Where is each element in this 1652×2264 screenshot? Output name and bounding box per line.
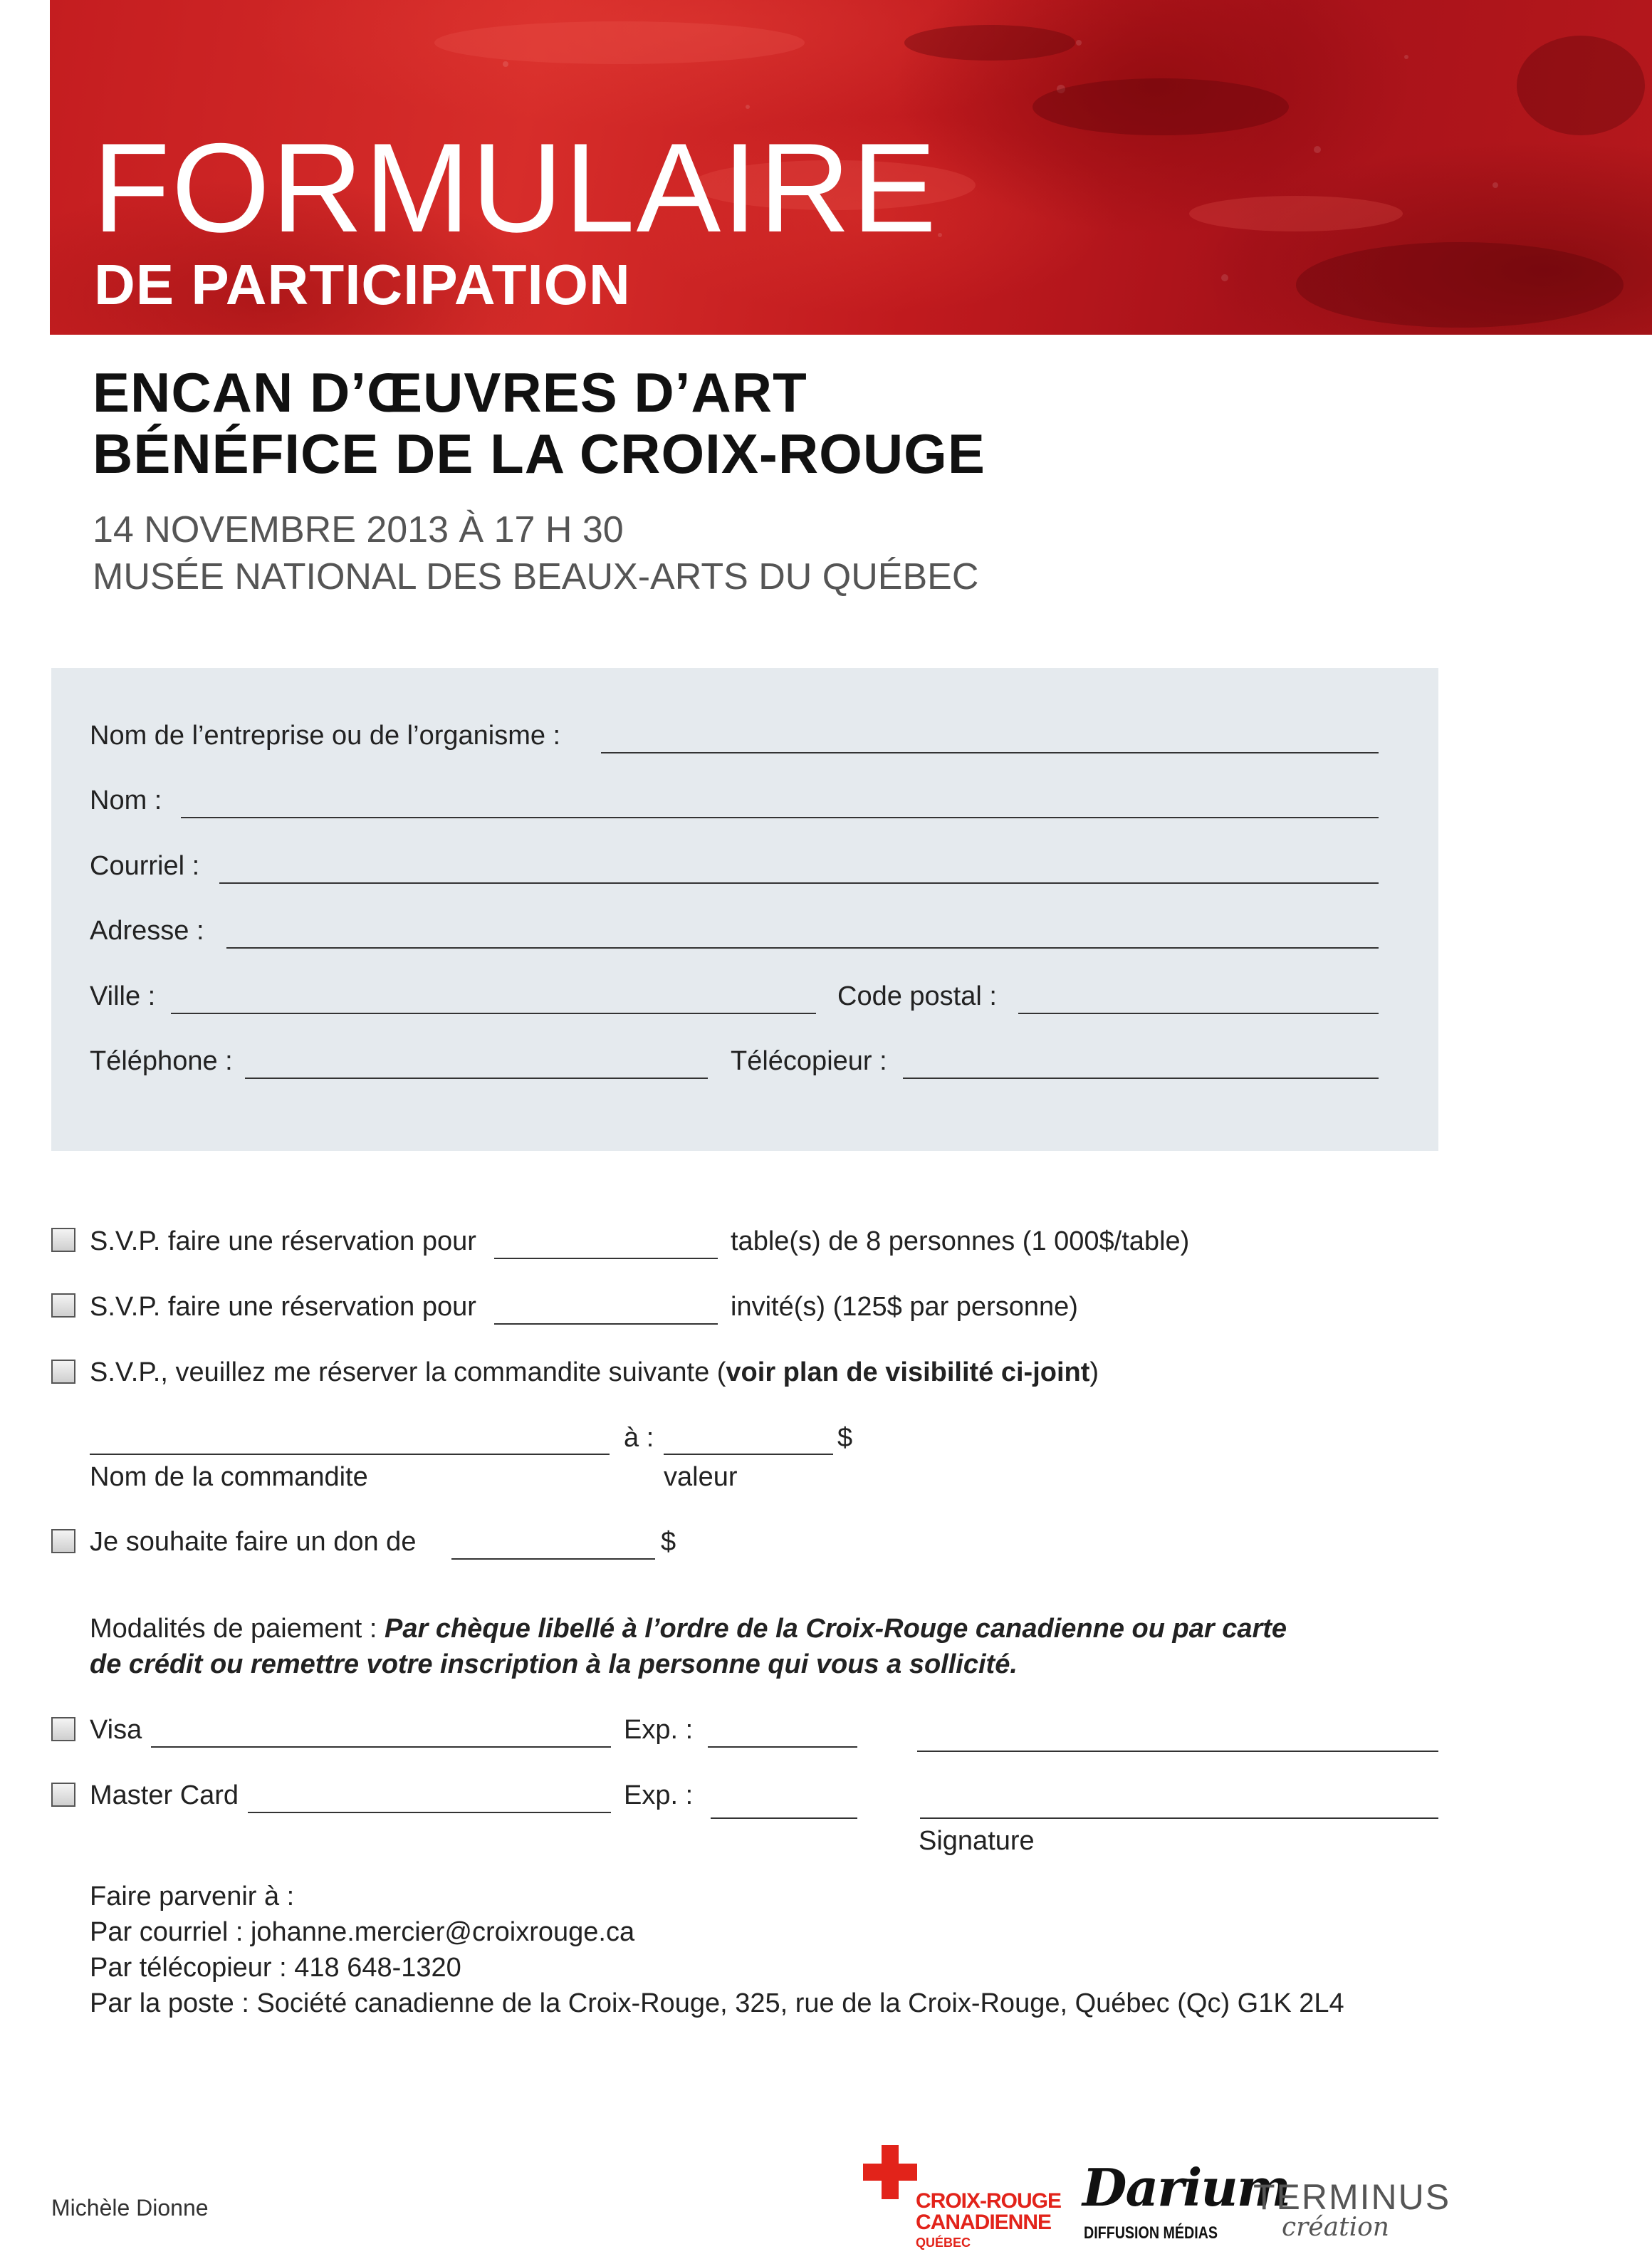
redcross-logo <box>863 2141 1062 2255</box>
sponsorship-value-caption: valeur <box>664 1462 738 1492</box>
sponsorship-text: S.V.P., veuillez me réserver la commandite suivante ( <box>90 1357 726 1387</box>
visa-label: Visa <box>90 1715 142 1745</box>
email-input[interactable] <box>219 857 1379 884</box>
guest-reservation-label: S.V.P. faire une réservation pour <box>90 1292 476 1322</box>
table-reservation-checkbox[interactable] <box>51 1228 75 1252</box>
name-label: Nom : <box>90 786 162 815</box>
sponsorship-text-end: ) <box>1089 1357 1099 1387</box>
send-email-line: Par courriel : johanne.mercier@croixrouge.ca <box>90 1917 635 1947</box>
fax-label: Télécopieur : <box>731 1046 887 1076</box>
table-count-input[interactable] <box>494 1232 718 1259</box>
designer-credit: Michèle Dionne <box>51 2195 209 2221</box>
visibility-plan-note: voir plan de visibilité ci-joint <box>726 1357 1090 1387</box>
city-input[interactable] <box>171 987 816 1014</box>
table-reservation-detail: table(s) de 8 personnes (1 000$/table) <box>731 1226 1190 1256</box>
terminus-logo <box>1253 2177 1451 2250</box>
event-title-line1: ENCAN D’ŒUVRES D’ART <box>93 361 807 424</box>
donation-amount-input[interactable] <box>451 1533 655 1560</box>
visa-signature-input[interactable] <box>917 1725 1438 1752</box>
visa-exp-input[interactable] <box>708 1721 857 1748</box>
signature-caption: Signature <box>919 1826 1035 1856</box>
guest-reservation-detail: invité(s) (125$ par personne) <box>731 1292 1078 1322</box>
terminus-logo-subtitle: création <box>1282 2213 1389 2242</box>
donation-checkbox[interactable] <box>51 1529 75 1553</box>
mastercard-card-number-input[interactable] <box>248 1786 611 1813</box>
email-label: Courriel : <box>90 851 200 881</box>
visa-exp-label: Exp. : <box>624 1715 694 1745</box>
mastercard-label: Master Card <box>90 1780 239 1810</box>
event-title-line2: BÉNÉFICE DE LA CROIX-ROUGE <box>93 422 986 485</box>
name-input[interactable] <box>181 791 1379 818</box>
darium-logo <box>1079 2157 1290 2255</box>
send-fax-line: Par télécopieur : 418 648-1320 <box>90 1953 461 1983</box>
form-subtitle: DE PARTICIPATION <box>94 253 631 316</box>
postal-code-input[interactable] <box>1018 987 1379 1014</box>
red-cross-icon <box>863 2145 917 2199</box>
event-venue: MUSÉE NATIONAL DES BEAUX-ARTS DU QUÉBEC <box>93 556 979 598</box>
city-label: Ville : <box>90 981 156 1011</box>
address-label: Adresse : <box>90 916 204 946</box>
mastercard-exp-label: Exp. : <box>624 1780 694 1810</box>
payment-terms-label: Modalités de paiement : <box>90 1614 385 1644</box>
header-banner <box>50 0 1652 335</box>
form-title: FORMULAIRE <box>93 117 938 259</box>
sponsorship-name-caption: Nom de la commandite <box>90 1462 368 1492</box>
terminus-logo-wordmark: TERMINUS <box>1253 2177 1451 2217</box>
donation-label: Je souhaite faire un don de <box>90 1527 417 1557</box>
redcross-logo-line3: QUÉBEC <box>916 2236 971 2250</box>
fax-input[interactable] <box>903 1052 1379 1079</box>
address-input[interactable] <box>226 922 1379 949</box>
mastercard-checkbox[interactable] <box>51 1783 75 1807</box>
guest-reservation-checkbox[interactable] <box>51 1293 75 1318</box>
sponsorship-at-label: à : <box>624 1423 654 1453</box>
donation-currency: $ <box>661 1527 676 1557</box>
table-reservation-label: S.V.P. faire une réservation pour <box>90 1226 476 1256</box>
mastercard-exp-input[interactable] <box>711 1792 857 1819</box>
guest-count-input[interactable] <box>494 1298 718 1325</box>
payment-terms-line2: de crédit ou remettre votre inscription à la personne qui vous a sollicité. <box>90 1649 1018 1679</box>
phone-input[interactable] <box>245 1052 708 1079</box>
send-mail-line: Par la poste : Société canadienne de la Croix-Rouge, 325, rue de la Croix-Rouge, Québec (Qc) G1K 2L4 <box>90 1988 1344 2018</box>
mastercard-signature-input[interactable] <box>920 1792 1438 1819</box>
payment-terms <box>90 1615 1287 1642</box>
company-label: Nom de l’entreprise ou de l’organisme : <box>90 721 561 751</box>
visa-card-number-input[interactable] <box>151 1721 611 1748</box>
sponsorship-name-input[interactable] <box>90 1428 610 1455</box>
darium-logo-wordmark: Darium <box>1082 2157 1290 2218</box>
postal-code-label: Code postal : <box>837 981 997 1011</box>
sponsorship-label <box>90 1359 1099 1386</box>
send-heading: Faire parvenir à : <box>90 1882 295 1911</box>
sponsorship-checkbox[interactable] <box>51 1360 75 1384</box>
visa-checkbox[interactable] <box>51 1717 75 1741</box>
phone-label: Téléphone : <box>90 1046 233 1076</box>
redcross-logo-line2: CANADIENNE <box>916 2211 1052 2234</box>
sponsorship-currency: $ <box>837 1423 853 1453</box>
event-date: 14 NOVEMBRE 2013 À 17 H 30 <box>93 509 624 551</box>
company-input[interactable] <box>601 726 1379 753</box>
payment-terms-line1: Par chèque libellé à l’ordre de la Croix-Rouge canadienne ou par carte <box>385 1614 1287 1644</box>
darium-logo-subtitle: DIFFUSION MÉDIAS <box>1084 2223 1218 2243</box>
sponsorship-value-input[interactable] <box>664 1428 833 1455</box>
redcross-logo-line1: CROIX-ROUGE <box>916 2189 1062 2213</box>
